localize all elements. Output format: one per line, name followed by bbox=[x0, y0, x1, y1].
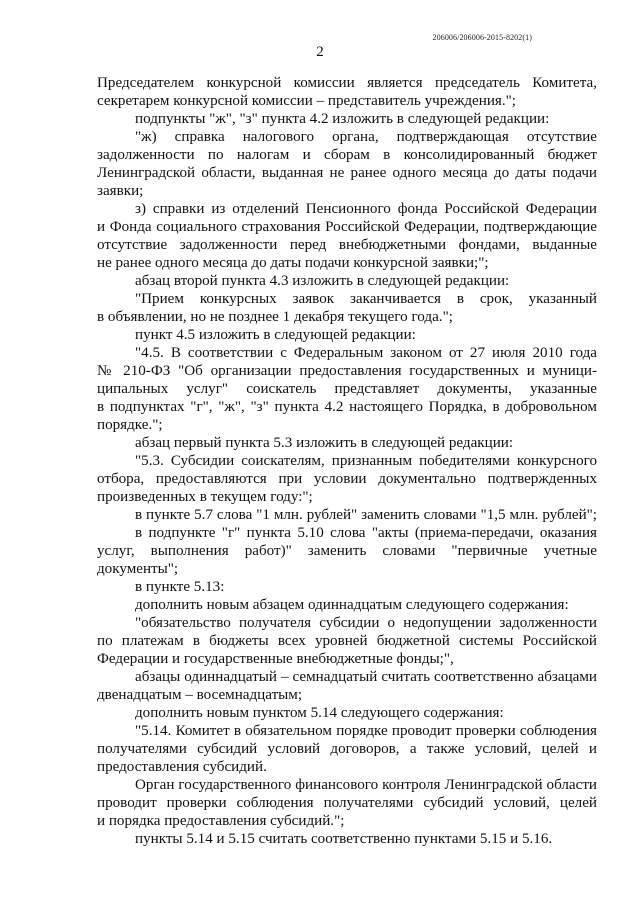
text-line: предоставления субсидий. bbox=[97, 759, 267, 775]
text-line: "обязательство получателя субсидии о недопущении задолженности bbox=[135, 615, 597, 631]
text-line: получателями субсидий условий договоров, а также условий, целей и bbox=[97, 741, 597, 757]
text-line: ципальных услуг" соискатель представляет документы, указанные bbox=[97, 381, 597, 397]
text-line: в подпункте "г" пункта 5.10 слова "акты (приема-передачи, оказания bbox=[135, 525, 597, 541]
text-line: документы"; bbox=[97, 561, 179, 577]
text-line: "4.5. В соответствии с Федеральным законом от 27 июля 2010 года bbox=[135, 345, 597, 361]
text-line: "5.3. Субсидии соискателям, признанным победителями конкурсного bbox=[135, 453, 597, 469]
text-line: двенадцатым – восемнадцатым; bbox=[97, 687, 303, 703]
text-line: дополнить новым абзацем одиннадцатым следующего содержания: bbox=[135, 597, 569, 613]
text-line: абзац первый пункта 5.3 изложить в следующей редакции: bbox=[135, 435, 514, 451]
text-line: не ранее одного месяца до даты подачи конкурсной заявки;"; bbox=[97, 255, 489, 271]
text-line: Федерации и государственные внебюджетные фонды;", bbox=[97, 651, 454, 667]
text-line: Председателем конкурсной комиссии является председатель Комитета, bbox=[97, 75, 597, 91]
text-line: отбора, предоставляются при условии документально подтвержденных bbox=[97, 471, 597, 487]
text-line: "ж) справка налогового органа, подтверждающая отсутствие bbox=[135, 129, 597, 145]
text-line: и порядка предоставления субсидий."; bbox=[97, 813, 345, 829]
text-line: по платежам в бюджеты всех уровней бюджетной системы Российской bbox=[97, 633, 597, 649]
document-id: 206006/206006-2015-8202(1) bbox=[432, 33, 532, 42]
text-line: услуг, выполнения работ)" заменить словами "первичные учетные bbox=[97, 543, 597, 559]
text-line: порядке."; bbox=[97, 417, 163, 433]
text-line: Орган государственного финансового контроля Ленинградской области bbox=[135, 777, 597, 793]
text-line: в пункте 5.13: bbox=[135, 579, 225, 595]
text-line: "Прием конкурсных заявок заканчивается в срок, указанный bbox=[135, 291, 597, 307]
text-line: секретарем конкурсной комиссии – представитель учреждения."; bbox=[97, 93, 516, 109]
text-line: абзац второй пункта 4.3 изложить в следующей редакции: bbox=[135, 273, 510, 289]
page-number: 2 bbox=[316, 44, 324, 60]
text-line: произведенных в текущем году:"; bbox=[97, 489, 313, 505]
text-line: № 210-ФЗ "Об организации предоставления государственных и муници- bbox=[97, 363, 597, 379]
text-line: в пункте 5.7 слова "1 млн. рублей" заменить словами "1,5 млн. рублей"; bbox=[135, 507, 597, 523]
text-line: заявки; bbox=[97, 183, 144, 199]
text-line: пункты 5.14 и 5.15 считать соответственно пунктами 5.15 и 5.16. bbox=[135, 831, 553, 847]
text-line: в объявлении, но не позднее 1 декабря текущего года."; bbox=[97, 309, 453, 325]
text-line: и Фонда социального страхования Российской Федерации, подтверждающие bbox=[97, 219, 597, 235]
text-line: абзацы одиннадцатый – семнадцатый считать соответственно абзацами bbox=[135, 669, 597, 685]
text-line: проводит проверки соблюдения получателями субсидий условий, целей bbox=[97, 795, 597, 811]
text-line: отсутствие задолженности перед внебюджетными фондами, выданные bbox=[97, 237, 597, 253]
text-line: задолженности по налогам и сборам в консолидированный бюджет bbox=[97, 147, 597, 163]
text-line: подпункты "ж", "з" пункта 4.2 изложить в следующей редакции: bbox=[135, 111, 550, 127]
text-line: "5.14. Комитет в обязательном порядке проводит проверки соблюдения bbox=[135, 723, 597, 739]
text-line: з) справки из отделений Пенсионного фонда Российской Федерации bbox=[135, 201, 597, 217]
text-line: Ленинградской области, выданная не ранее одного месяца до даты подачи bbox=[97, 165, 597, 181]
text-line: в подпунктах "г", "ж", "з" пункта 4.2 настоящего Порядка, в добровольном bbox=[97, 399, 597, 415]
text-line: дополнить новым пунктом 5.14 следующего содержания: bbox=[135, 705, 504, 721]
text-line: пункт 4.5 изложить в следующей редакции: bbox=[135, 327, 416, 343]
